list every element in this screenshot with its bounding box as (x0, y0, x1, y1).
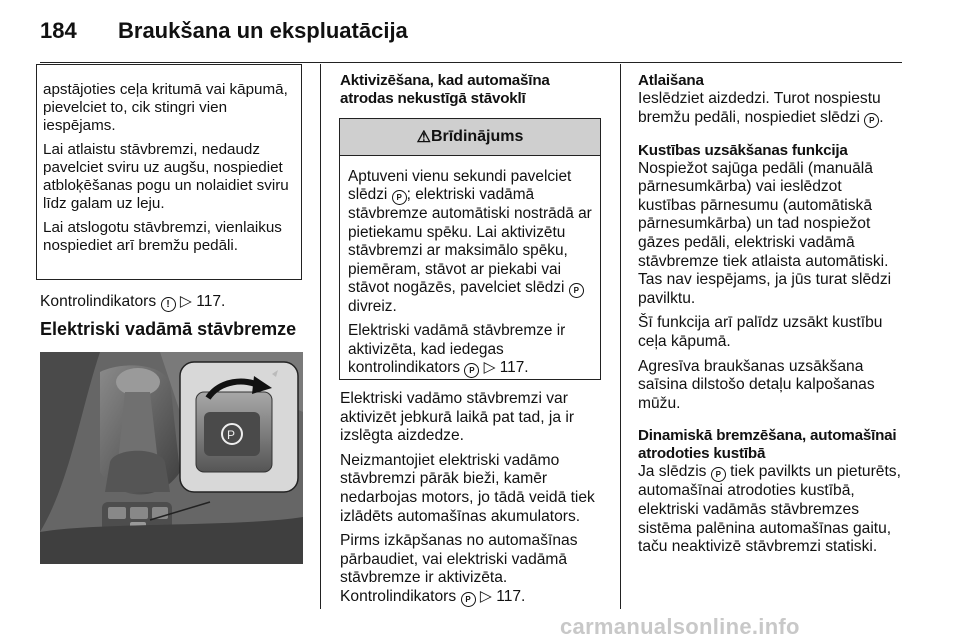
warning-page-ref[interactable]: 117. (499, 359, 529, 377)
paragraph-text: Kontrolindikators (340, 587, 457, 605)
brake-indicator-icon: ! (161, 297, 176, 312)
reference-arrow-icon: ▷ (179, 293, 192, 310)
reference-arrow-icon: ▷ (479, 587, 492, 605)
paragraph: Šī funkcija arī palīdz uzsākt kustību ceļa kāpumā. (638, 314, 883, 350)
paragraph-text: Pirms izkāpšanas no automašīnas pārbaudiet, vai elektriski vadāmā stāvbremze ir aktivizēta. (340, 532, 578, 587)
box-paragraph: Lai atslogotu stāvbremzi, vienlaikus nospiediet arī bremžu pedāli. (43, 219, 282, 254)
parking-brake-switch-icon: P (392, 190, 407, 205)
activation-heading-text: Aktivizēšana, kad automašīna atrodas nekustīgā stāvoklī (340, 72, 550, 107)
drive-away-heading: Kustības uzsākšanas funkcija (638, 141, 848, 159)
reference-arrow-icon: ▷ (483, 359, 496, 377)
paragraph: Elektriski vadāmo stāvbremzi var aktivizēt jebkurā laikā pat tad, ja ir izslēgta aizdedze. (340, 390, 575, 445)
paragraph-text: Ieslēdziet aizdedzi. Turot nospiestu bremžu pedāli, nospiediet slēdzi (638, 90, 881, 126)
warning-text: ; elektriski vadāmā stāvbremze automātiski nostrādā ar pietiekamu spēku. Lai aktivizētu stāvbremzi ar maksimālo spēku, piemēram, stāvot ar piekabi vai stāvot nogāzēs, pavelciet slēdzi (348, 186, 592, 297)
warning-box (339, 118, 601, 380)
page-number: 184 (40, 18, 77, 43)
page-header (40, 6, 902, 48)
warning-paragraph (348, 322, 592, 378)
header-divider (40, 62, 902, 63)
warning-header (340, 119, 600, 156)
caption-page-ref[interactable]: 117. (196, 293, 226, 310)
column-divider-1 (320, 64, 321, 609)
section-heading: Elektriski vadāmā stāvbremze (40, 319, 297, 339)
warning-triangle-icon: ⚠ (416, 129, 431, 146)
warning-paragraph (348, 168, 592, 316)
paragraph-text: . (879, 108, 884, 126)
warning-text: Elektriski vadāmā stāvbremze ir aktivizēta, kad iedegas kontrolindikators (348, 322, 566, 377)
column-divider-2 (620, 64, 621, 609)
console-illustration (40, 352, 303, 564)
parking-brake-switch-icon: P (464, 363, 479, 378)
indicator-caption (40, 292, 225, 312)
paragraph (340, 532, 604, 607)
caption-text: Kontrolindikators (40, 293, 157, 310)
svg-text:P: P (227, 428, 236, 442)
box-paragraph: apstājoties ceļa kritumā vai kāpumā, pievelciet to, cik stingri vien iespējams. (43, 81, 288, 134)
paragraph: Agresīva braukšanas uzsākšana saīsina dilstošo detaļu kalpošanas mūžu. (638, 357, 875, 412)
paragraph (638, 463, 904, 556)
parking-brake-switch-icon: P (864, 113, 879, 128)
paragraph (638, 90, 904, 128)
activation-heading (340, 72, 602, 108)
column-2-text (340, 390, 604, 613)
paragraph-text: tiek pavilkts un pieturēts, automašīnai atrodoties kustībā, elektriski vadāmās stāvbremzes sistēma palēnina automašīnas gaitu, taču neaktivizē stāvbremzi statiski. (638, 463, 901, 556)
page-ref[interactable]: 117. (496, 587, 526, 605)
dynamic-braking-heading: Dinamiskā bremzēšana, automašīnai atrodoties kustībā (638, 427, 897, 463)
warning-body (340, 156, 600, 378)
paragraph: Neizmantojiet elektriski vadāmo stāvbremzi pārāk bieži, kamēr nedarbojas motors, jo tādā veidā tiek izlādēts automašīnas akumulators. (340, 451, 595, 525)
parking-brake-switch-icon: P (461, 592, 476, 607)
warning-title: Brīdinājums (430, 128, 524, 145)
page-title: Braukšana un ekspluatācija (118, 18, 408, 43)
parking-brake-switch-icon: P (569, 283, 584, 298)
paragraph: Nospiežot sajūga pedāli (manuālā pārnesumkārba) vai ieslēdzot kustības pārnesumu (automātiskā pārnesumkārba) un tad nospiežot gāzes pedāli, elektriski vadāmā stāvbremze tiek atlaista automātiski. Tas nav iespējams, ja jūs turat slēdzi pavilktu. (638, 159, 892, 307)
paragraph-text: Ja slēdzis (638, 463, 707, 481)
box-paragraph: Lai atlaistu stāvbremzi, nedaudz pavelciet sviru uz augšu, nospiediet atbloķēšanas pogu un nolaidiet sviru līdz galam uz leju. (43, 141, 289, 212)
parking-brake-box (36, 64, 302, 280)
column-3-text (638, 72, 904, 563)
warning-text: divreiz. (348, 298, 397, 316)
watermark: carmanualsonline.info (560, 614, 800, 639)
parking-brake-switch-icon: P (711, 467, 726, 482)
release-heading: Atlaišana (638, 72, 704, 89)
warning-text: Aptuveni vienu sekundi pavelciet slēdzi (348, 168, 572, 204)
